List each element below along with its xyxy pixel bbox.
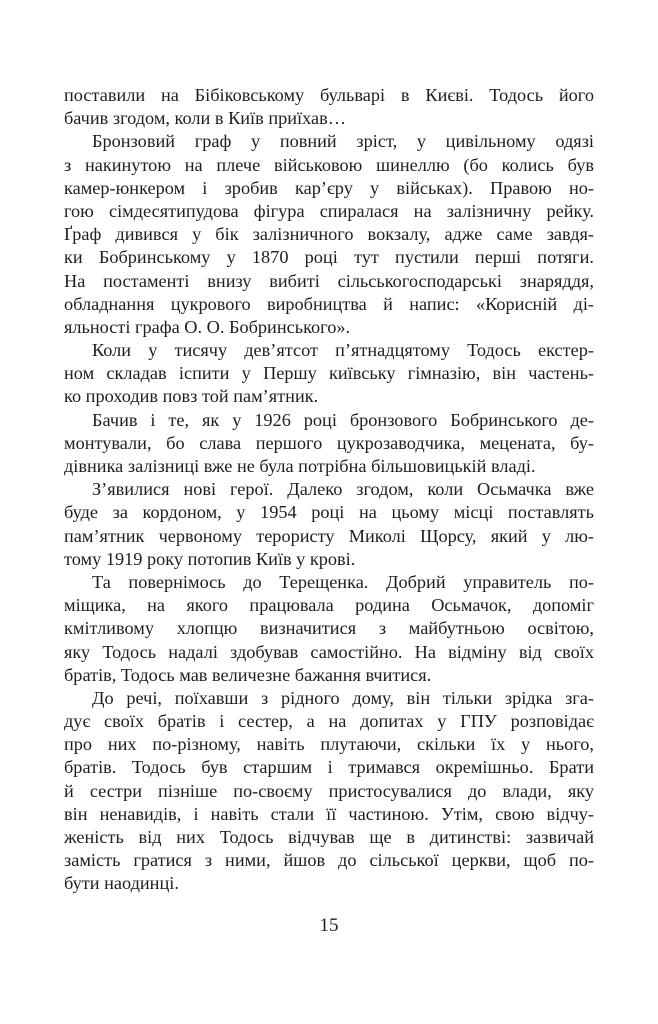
- text-line: бути наодинці.: [64, 873, 179, 894]
- text-line: братів. Тодось був старшим і тримався окремішньо. Брати: [64, 757, 594, 778]
- text-line: женість від них Тодось відчував ще в дитинстві: зазвичай: [64, 827, 594, 847]
- text-line: пам’ятник червоному терористу Миколі Щорсу, який у лю-: [64, 525, 594, 546]
- text-line: дує своїх братів і сестер, а на допитах у ГПУ розповідає: [64, 711, 594, 732]
- text-line: монтували, бо слава першого цукрозаводчика, мецената, бу-: [64, 432, 594, 453]
- text-line: З’явилися нові герої. Далеко згодом, коли Осьмачка вже: [92, 479, 594, 500]
- text-line: ко проходив повз той пам’ятник.: [64, 386, 319, 407]
- text-line: дівника залізниці вже не була потрібна більшовицькій владі.: [64, 456, 536, 476]
- text-line: яку Тодось надалі здобував самостійно. На відміну від своїх: [64, 641, 594, 662]
- text-line: міщика, на якого працювала родина Осьмачок, допоміг: [64, 595, 594, 616]
- text-line: До речі, поїхавши з рідного дому, він тільки зрідка зга-: [92, 687, 594, 708]
- text-line: буде за кордоном, у 1954 році на цьому місці поставлять: [64, 502, 594, 523]
- text-line: На постаменті внизу вибиті сільськогосподарські знаряддя,: [64, 270, 594, 291]
- text-line: Коли у тисячу дев’ятсот п’ятнадцятому Тодось екстер-: [92, 340, 594, 361]
- text-line: ки Бобринському у 1870 році тут пустили перші потяги.: [64, 247, 594, 268]
- text-line: з накинутою на плече військовою шинеллю (бо колись був: [64, 154, 594, 175]
- text-line: яльності графа О. О. Бобринського».: [64, 316, 351, 337]
- text-line: Бронзовий граф у повний зріст, у цивільному одязі: [92, 131, 594, 152]
- text-line: Та повернімось до Терещенка. Добрий управитель по-: [92, 571, 594, 592]
- text-line: він ненавидів, і навіть стали її частиною. Утім, свою відчу-: [64, 803, 594, 824]
- text-line: замість гратися з ними, йшов до сільської церкви, щоб по-: [64, 850, 594, 871]
- text-line: бачив згодом, коли в Київ приїхав…: [64, 108, 347, 129]
- text-line: кмітливому хлопцю визначитися з майбутньою освітою,: [64, 618, 594, 639]
- text-line: поставили на Бібіковському бульварі в Києві. Тодось його: [64, 85, 594, 105]
- text-line: ном складав іспити у Першу київську гімназію, він частень-: [64, 363, 594, 384]
- page-number: 15: [319, 915, 339, 936]
- text-line: тому 1919 року потопив Київ у крові.: [64, 548, 356, 569]
- text-line: братів, Тодось мав величезне бажання вчитися.: [64, 664, 432, 685]
- body-text: [64, 84, 594, 896]
- text-line: про них по-різному, навіть плутаючи, скільки їх у нього,: [64, 734, 594, 755]
- text-line: Бачив і те, як у 1926 році бронзового Бобринського де-: [92, 409, 594, 430]
- text-line: камер-юнкером і зробив кар’єру у військах). Правою но-: [64, 177, 594, 198]
- text-line: обладнання цукрового виробництва й напис: «Корисній ді-: [64, 293, 594, 314]
- text-line: Ґраф дивився у бік залізничного вокзалу, адже саме завдя-: [64, 224, 594, 245]
- text-line: й сестри пізніше по-своєму пристосувалися до влади, яку: [64, 780, 594, 801]
- text-line: гою сімдесятипудова фігура спиралася на залізничну рейку.: [64, 200, 594, 221]
